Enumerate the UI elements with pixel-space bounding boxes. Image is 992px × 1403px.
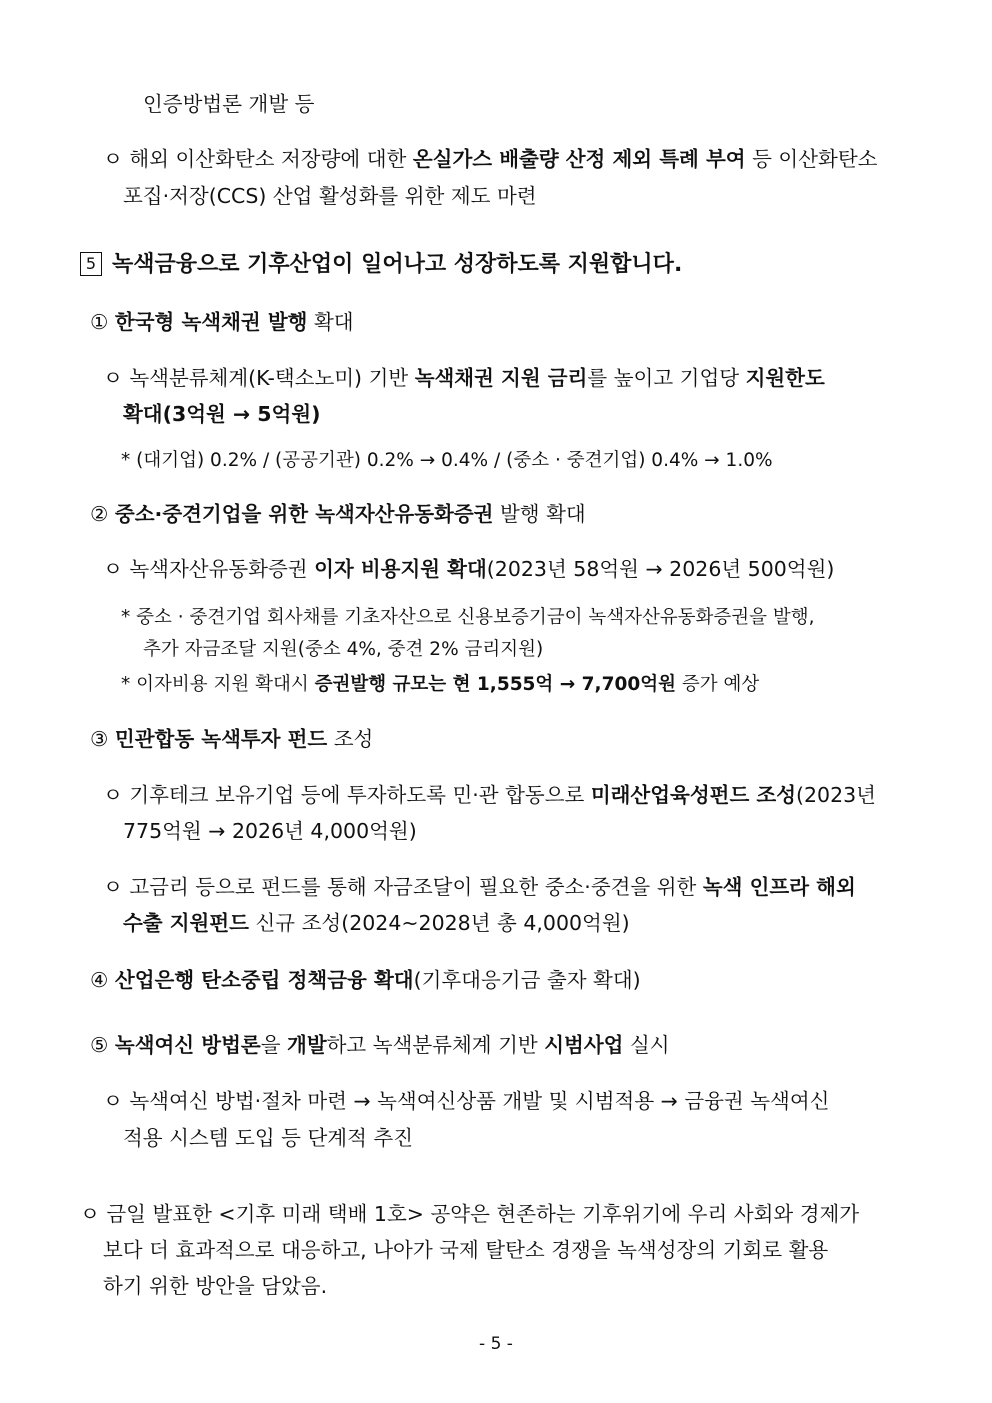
bullet-future-fund-line2 <box>123 817 417 845</box>
bullet-future-fund-line1 <box>103 781 876 809</box>
bullet-text: 775억원 → 2026년 4,000억원) <box>123 819 417 843</box>
bullet-text: 등 이산화탄소 <box>745 147 878 171</box>
bullet-marker: ㅇ <box>103 366 123 390</box>
footnote-text: * (대기업) 0.2% / (공공기관) 0.2% → 0.4% / (중소 · 중견기업) 0.4% → 1.0% <box>121 450 773 471</box>
bullet-text: 녹색여신 방법·절차 마련 → 녹색여신상품 개발 및 시범적용 → 금융권 녹색여신 <box>129 1089 830 1113</box>
bullet-export-fund-line1 <box>103 873 856 901</box>
bullet-text: 적용 시스템 도입 등 단계적 추진 <box>123 1126 414 1150</box>
bullet-marker: ㅇ <box>103 147 123 171</box>
bullet-bold-text: 이자 비용지원 확대 <box>314 557 487 581</box>
subsection-title-rest: 조성 <box>327 727 374 751</box>
bullet-bold-text: 녹색 인프라 해외 <box>702 875 856 899</box>
subsection-bold-title: 민관합동 녹색투자 펀드 <box>114 727 328 751</box>
footnote-bold-text: 증권발행 규모는 현 1,555억 → 7,700억원 <box>314 674 676 695</box>
bullet-green-bond-line2 <box>123 400 321 428</box>
subsection-bold-title: 시범사업 <box>544 1033 624 1057</box>
section-heading-5 <box>80 251 682 279</box>
bullet-text: 고금리 등으로 펀드를 통해 자금조달이 필요한 중소·중견을 위한 <box>129 875 703 899</box>
bullet-marker: ㅇ <box>80 1202 100 1226</box>
subsection-5 <box>90 1031 670 1059</box>
continued-text-label: 인증방법론 개발 등 <box>143 92 315 116</box>
bullet-ccs-line2 <box>123 182 537 210</box>
subsection-title-rest: 하고 녹색분류체계 기반 <box>326 1033 545 1057</box>
closing-line3 <box>103 1272 327 1300</box>
subsection-number: ① <box>90 310 109 334</box>
subsection-title-rest: 실시 <box>623 1033 670 1057</box>
subsection-title-rest: (기후대응기금 출자 확대) <box>413 968 641 992</box>
footnote-abs-issuance <box>121 671 759 699</box>
closing-text: 하기 위한 방안을 담았음. <box>103 1274 328 1298</box>
bullet-green-bond-line1 <box>103 364 825 392</box>
subsection-number: ④ <box>90 968 109 992</box>
bullet-ccs-line1 <box>103 145 877 173</box>
bullet-bold-text: 녹색채권 지원 금리 <box>414 366 588 390</box>
bullet-text: 기후테크 보유기업 등에 투자하도록 민·관 합동으로 <box>129 783 591 807</box>
page-number: - 5 - <box>479 1334 513 1354</box>
subsection-bold-title: 녹색여신 방법론 <box>114 1033 261 1057</box>
continued-text <box>143 90 314 118</box>
subsection-2 <box>90 500 586 528</box>
subsection-number: ⑤ <box>90 1033 109 1057</box>
bullet-bold-text: 수출 지원펀드 <box>123 911 249 935</box>
subsection-4 <box>90 966 641 994</box>
subsection-bold-title: 중소·중견기업을 위한 녹색자산유동화증권 <box>114 502 494 526</box>
subsection-bold-title: 개발 <box>287 1033 327 1057</box>
footnote-abs-line2 <box>143 636 543 664</box>
subsection-3 <box>90 725 373 753</box>
bullet-abs <box>103 555 834 583</box>
footnote-text: 증가 예상 <box>675 674 760 695</box>
bullet-text: 녹색분류체계(K-택소노미) 기반 <box>129 366 415 390</box>
bullet-bold-text: 미래산업육성펀드 조성 <box>590 783 796 807</box>
bullet-marker: ㅇ <box>103 783 123 807</box>
bullet-text: 녹색자산유동화증권 <box>129 557 315 581</box>
closing-text: 보다 더 효과적으로 대응하고, 나아가 국제 탈탄소 경쟁을 녹색성장의 기회로 활용 <box>103 1238 829 1262</box>
bullet-text: 포집·저장(CCS) 산업 활성화를 위한 제도 마련 <box>123 184 537 208</box>
bullet-marker: ㅇ <box>103 875 123 899</box>
subsection-number: ③ <box>90 727 109 751</box>
closing-text: 금일 발표한 <기후 미래 택배 1호> 공약은 현존하는 기후위기에 우리 사회와 경제가 <box>106 1202 860 1226</box>
bullet-text: 해외 이산화탄소 저장량에 대한 <box>129 147 413 171</box>
bullet-marker: ㅇ <box>103 557 123 581</box>
bullet-export-fund-line2 <box>123 909 630 937</box>
subsection-bold-title: 한국형 녹색채권 발행 <box>114 310 308 334</box>
bullet-bold-text: 확대(3억원 → 5억원) <box>123 402 321 426</box>
subsection-1 <box>90 308 354 336</box>
footnote-abs-line1 <box>121 604 815 632</box>
footnote-text: * 이자비용 지원 확대시 <box>121 674 315 695</box>
subsection-title-rest: 을 <box>260 1033 288 1057</box>
bullet-text: (2023년 <box>796 783 876 807</box>
bullet-text: 를 높이고 기업당 <box>587 366 746 390</box>
bullet-green-loan-line1 <box>103 1087 829 1115</box>
section-title: 녹색금융으로 기후산업이 일어나고 성장하도록 지원합니다. <box>112 252 683 277</box>
subsection-bold-title: 산업은행 탄소중립 정책금융 확대 <box>114 968 414 992</box>
bullet-bold-text: 온실가스 배출량 산정 제외 특례 부여 <box>412 147 746 171</box>
bullet-marker: ㅇ <box>103 1089 123 1113</box>
closing-line2 <box>103 1236 828 1264</box>
footnote-rate <box>121 447 773 475</box>
footnote-text: 추가 자금조달 지원(중소 4%, 중견 2% 금리지원) <box>143 639 544 660</box>
subsection-number: ② <box>90 502 109 526</box>
bullet-text: 신규 조성(2024~2028년 총 4,000억원) <box>248 911 630 935</box>
bullet-bold-text: 지원한도 <box>745 366 825 390</box>
bullet-text: (2023년 58억원 → 2026년 500억원) <box>486 557 835 581</box>
closing-line1 <box>80 1200 859 1228</box>
subsection-title-rest: 확대 <box>307 310 354 334</box>
bullet-green-loan-line2 <box>123 1124 413 1152</box>
section-number-box: 5 <box>80 252 102 276</box>
footnote-text: * 중소 · 중견기업 회사채를 기초자산으로 신용보증기금이 녹색자산유동화증권을 발행, <box>121 607 815 628</box>
subsection-title-rest: 발행 확대 <box>493 502 586 526</box>
